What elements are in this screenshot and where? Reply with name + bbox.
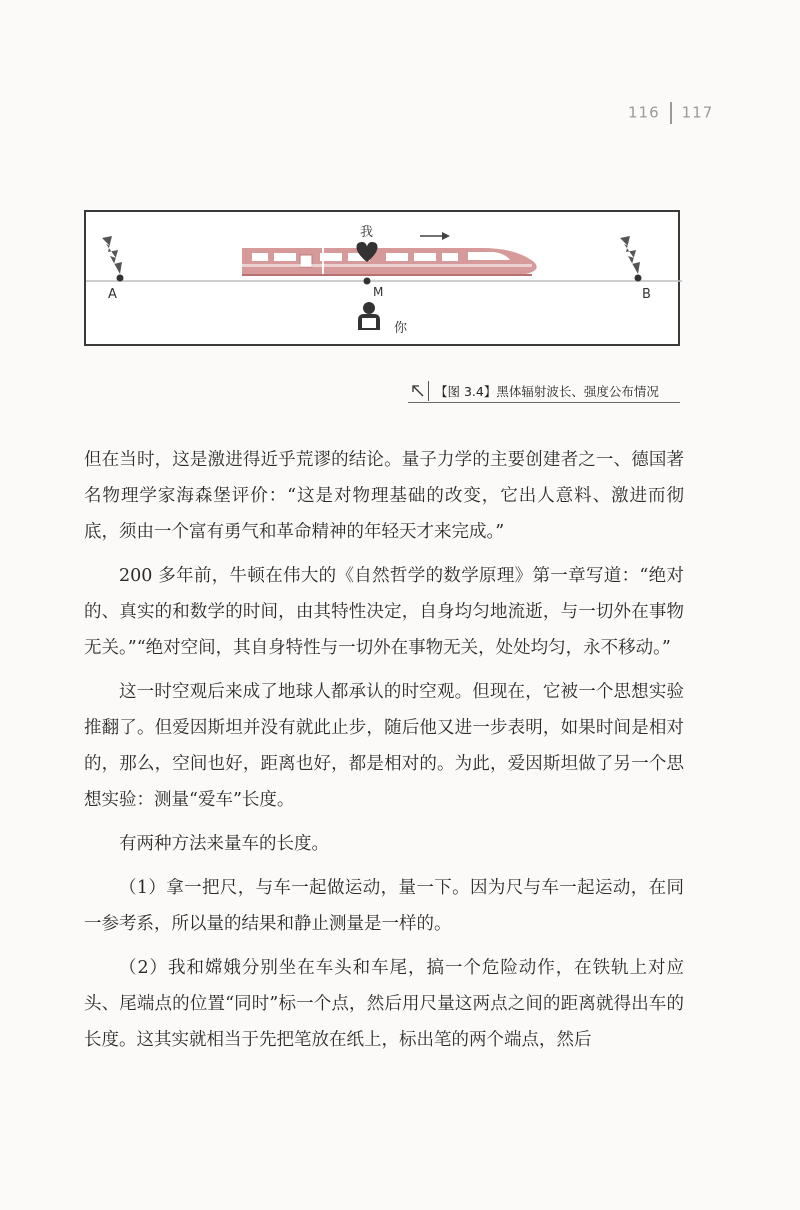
- label-b: B: [642, 287, 651, 302]
- motion-arrow-icon: [420, 232, 450, 240]
- midpoint-m-dot: [364, 278, 371, 285]
- train-diagram-svg: [86, 212, 682, 348]
- label-me: 我: [360, 225, 374, 240]
- paragraph-4: 有两种方法来量车的长度。: [119, 834, 329, 854]
- corner-arrow-icon: [408, 381, 429, 401]
- label-you: 你: [394, 321, 408, 336]
- page-number-divider: [670, 102, 672, 124]
- caption-text: 【图 3.4】黑体辐射波长、强度公布情况: [435, 384, 659, 399]
- page-numbers: [628, 102, 713, 124]
- paragraph-5: （1）拿一把尺，与车一起做运动，量一下。因为尺与车一起运动，在同一参考系，所以量的结果和静止测量是一样的。: [84, 878, 684, 934]
- label-a: A: [108, 287, 117, 302]
- person-icon: [358, 302, 380, 330]
- paragraph-2: 200 多年前，牛顿在伟大的《自然哲学的数学原理》第一章写道：“绝对的、真实的和数学的时间，由其特性决定，自身均匀地流逝，与一切外在事物无关。”“绝对空间，其自身特性与一切外在事物无关，处处均匀，永不移动。”: [84, 566, 684, 658]
- body-text: [84, 442, 684, 1058]
- figure-train-diagram: [84, 210, 680, 346]
- left-page-number: 116: [628, 103, 660, 122]
- right-page-number: 117: [681, 103, 714, 122]
- paragraph-1: 但在当时，这是激进得近乎荒谬的结论。量子力学的主要创建者之一、德国著名物理学家海森堡评价：“这是对物理基础的改变，它出人意料、激进而彻底，须由一个富有勇气和革命精神的年轻天才来完成。”: [84, 450, 684, 542]
- lightning-a-icon: [102, 236, 124, 282]
- paragraph-6: （2）我和嫦娥分别坐在车头和车尾，搞一个危险动作，在铁轨上对应头、尾端点的位置“同时”标一个点，然后用尺量这两点之间的距离就得出车的长度。这其实就相当于先把笔放在纸上，标出笔的两个端点，然后: [84, 958, 684, 1050]
- label-m: M: [373, 285, 384, 299]
- lightning-b-icon: [620, 236, 642, 282]
- train-icon: [242, 248, 537, 276]
- paragraph-3: 这一时空观后来成了地球人都承认的时空观。但现在，它被一个思想实验推翻了。但爱因斯坦并没有就此止步，随后他又进一步表明，如果时间是相对的，那么，空间也好，距离也好，都是相对的。为此，爱因斯坦做了另一个思想实验：测量“爱车”长度。: [84, 682, 684, 810]
- figure-caption: [408, 380, 680, 403]
